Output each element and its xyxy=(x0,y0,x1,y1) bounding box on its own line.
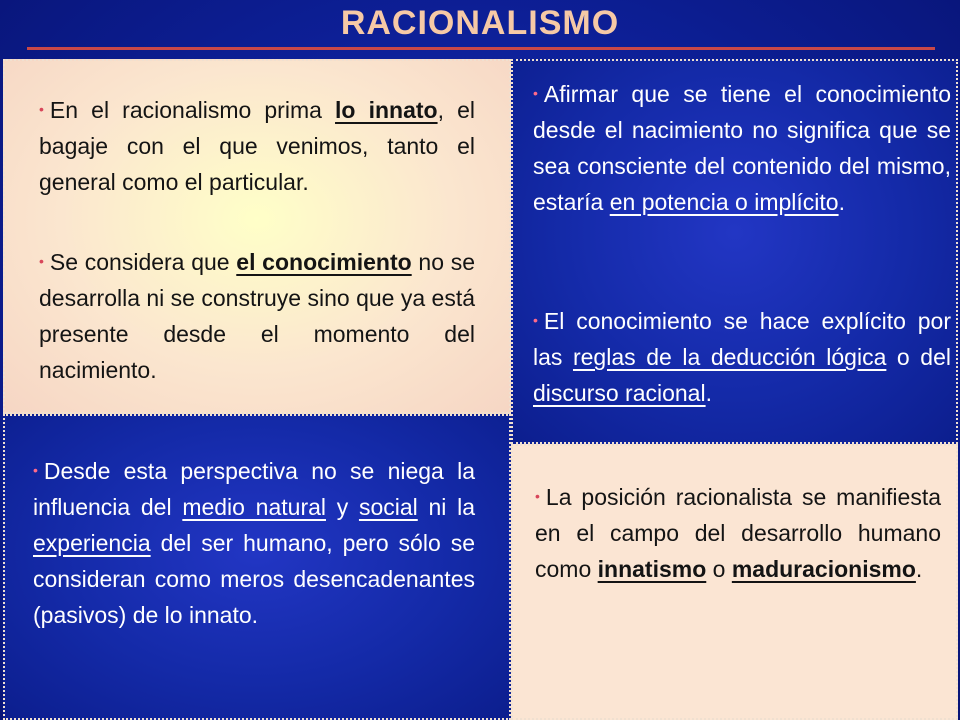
paragraph-conocimiento-explicito xyxy=(533,302,951,411)
text-run: , el bagaje con el que venimos, tanto el general como el particular. xyxy=(39,97,475,195)
paragraph-el-conocimiento xyxy=(39,243,475,388)
text-run: El conocimiento se hace explícito por las xyxy=(533,308,951,370)
text-run: . xyxy=(705,380,712,406)
text-run: no se desarrolla ni se construye sino que ya está presente desde el momento del nacimiento. xyxy=(39,249,475,383)
text-run: En el racionalismo prima xyxy=(49,97,336,123)
text-run: Se considera que xyxy=(49,249,237,275)
paragraph-lo-innato xyxy=(39,91,475,200)
underlined-term-medio-natural: medio natural xyxy=(182,494,326,520)
text-run: . xyxy=(838,189,845,215)
bullet-icon: • xyxy=(533,312,538,328)
bullet-icon: • xyxy=(33,462,38,478)
text-run: o xyxy=(706,556,732,582)
text-run: del ser humano, pero sólo se consideran como meros desencadenantes (pasivos) de lo innato. xyxy=(33,530,475,628)
bullet-icon: • xyxy=(39,253,44,269)
underlined-term-maduracionismo: maduracionismo xyxy=(731,556,916,582)
paragraph-afirmar xyxy=(533,75,951,220)
paragraph-desde-esta-perspectiva xyxy=(33,452,475,633)
text-run: ni la xyxy=(417,494,475,520)
underlined-term-en-potencia: en potencia o implícito xyxy=(609,189,839,215)
panel-bottom-right xyxy=(511,444,958,720)
underlined-term-experiencia: experiencia xyxy=(33,530,151,556)
panel-top-right xyxy=(511,59,958,444)
text-run: Afirmar que se tiene el conocimiento desde el nacimiento no significa que se sea consciente del contenido del mismo, estaría xyxy=(533,81,951,215)
text-run: Desde esta perspectiva no se niega la influencia del xyxy=(33,458,475,520)
bullet-icon: • xyxy=(533,85,538,101)
bullet-icon: • xyxy=(39,101,44,117)
text-run: o del xyxy=(886,344,951,370)
text-run: La posición racionalista se manifiesta en el campo del desarrollo humano como xyxy=(535,484,941,582)
text-run: . xyxy=(915,556,923,582)
underlined-term-social: social xyxy=(358,494,418,520)
underlined-term-innatismo: innatismo xyxy=(597,556,707,582)
paragraph-posicion-racionalista xyxy=(535,478,941,587)
underlined-term-el-conocimiento: el conocimiento xyxy=(236,249,412,275)
underlined-term-reglas-deduccion: reglas de la deducción lógica xyxy=(572,344,887,370)
title-underline-rule xyxy=(27,47,935,50)
slide-title: RACIONALISMO xyxy=(340,4,620,42)
text-run: y xyxy=(326,494,359,520)
underlined-term-discurso-racional: discurso racional xyxy=(533,380,706,406)
panel-top-left xyxy=(3,59,511,414)
bullet-icon: • xyxy=(535,488,540,504)
panel-bottom-left xyxy=(3,414,511,720)
underlined-term-lo-innato: lo innato xyxy=(335,97,438,123)
